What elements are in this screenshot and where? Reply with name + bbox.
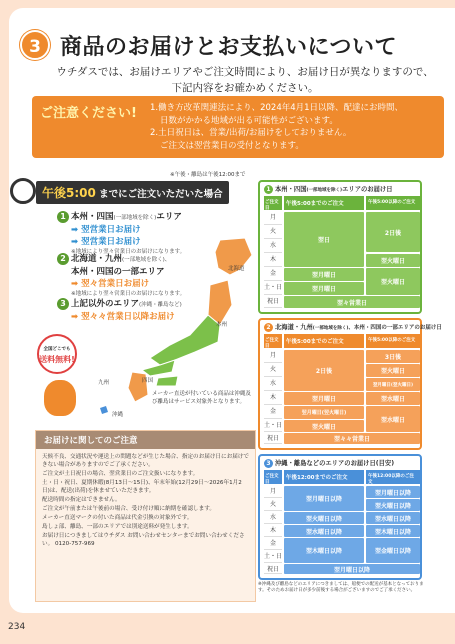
table-3-cell: 翌火曜日以降: [366, 499, 420, 511]
table-2-grid: [264, 334, 416, 444]
delivery-table-3: [258, 454, 422, 580]
table-1-day: 月: [264, 212, 282, 225]
table-3-day: 金: [264, 538, 282, 550]
map-honshu: [150, 315, 220, 365]
arrow-right-icon: ➡: [71, 312, 82, 322]
table-2-head-time: 午後5:00までのご注文: [284, 334, 364, 348]
time-header: [10, 178, 250, 204]
table-2-title-2: 、本州・四国の一部エリアのお届け日: [348, 325, 442, 331]
table-3-cell: 翌水曜日以降: [284, 525, 364, 537]
table-3-day: 月: [264, 486, 282, 498]
table-2-day: 月: [264, 350, 282, 363]
table-2-cell: 翌月曜日(翌火曜日): [284, 406, 364, 419]
table-2-cell: 翌水曜日: [366, 406, 420, 432]
table-3-cell: 翌月曜日以降: [284, 486, 364, 511]
label-honshu: 本州: [216, 322, 228, 328]
time-note: ※午後・離島は午後12:00まで: [170, 172, 246, 178]
direct-ship-note: メーカー直送が付いている商品は沖縄及び離島はサービス対象外となります。: [152, 391, 251, 405]
free-shipping-text: 送料無料!: [39, 355, 75, 364]
free-shipping-small: 全国どこでも: [43, 347, 71, 352]
mascot-illustration: [44, 380, 76, 416]
caution-item: 土・日・祝日、夏期休暇(8月13日〜15日)、年末年始(12月29日〜2026年1月2日)は、配送(出荷)を休ませていただきます。: [42, 480, 242, 494]
table-3-head-order: ご注文日: [264, 470, 282, 484]
table-2-cell: 翌火曜日: [366, 364, 420, 377]
notice-line-2: 日数がかかる地域が出る可能性がございます。: [160, 115, 338, 126]
free-shipping-badge: [37, 334, 77, 374]
arrow-right-icon: ➡: [71, 279, 82, 289]
table-1-num: 1: [264, 185, 273, 194]
table-1-cell: 翌火曜日: [366, 268, 420, 295]
area-3-num: 3: [57, 298, 69, 310]
table-1-head-after: 午後5:00以降のご注文: [366, 196, 420, 210]
table-2-day: 木: [264, 392, 282, 405]
table-1-head-time: 午後5:00までのご注文: [284, 196, 364, 210]
table-2-cell: 2日後: [284, 350, 364, 391]
clock-icon: [10, 178, 36, 204]
table-3-day: 水: [264, 512, 282, 524]
caution-item: 島しょ部、離島、一部のエリアでは別途送料が発生します。: [42, 524, 193, 530]
table-1-cell: 翌月曜日: [284, 282, 364, 295]
table-2-cell: 翌水曜日: [366, 392, 420, 405]
area-1-name: 本州・四国: [71, 212, 114, 222]
table-1-title-main: 本州・四国: [275, 186, 307, 193]
subtitle-line-1: ウチダスでは、お届けエリアやご注文時間により、お届け日が異なりますので、: [56, 66, 434, 78]
table-2-day: 土・日: [264, 420, 282, 432]
page-number: 234: [8, 622, 26, 632]
map-okinawa: [100, 406, 108, 414]
table-3-day: 祝日: [264, 564, 282, 574]
table-2-title-small: (一部地域を除く): [312, 326, 349, 331]
table-3-cell: 翌月曜日以降: [366, 486, 420, 498]
table-3-grid: [264, 470, 416, 574]
table-2-cell: 翌月曜日: [284, 392, 364, 405]
table-1-day: 木: [264, 254, 282, 267]
table-2-head-after: 午後5:00以降のご注文: [366, 334, 420, 348]
table-1-day: 水: [264, 240, 282, 253]
table-3-title-main: 沖縄・離島などのエリアのお届け日: [275, 460, 376, 467]
delivery-table-1: [258, 180, 422, 314]
table-2-cell: 3日後: [366, 350, 420, 363]
label-shikoku: 四国: [142, 378, 154, 384]
notice-box: [32, 96, 444, 158]
table-2-title-main: 北海道・九州: [275, 324, 313, 331]
table-1-head-order: ご注文日: [264, 196, 282, 210]
caution-list: [36, 449, 255, 553]
table-2-cell: 翌火曜日: [284, 420, 364, 432]
table-1-cell: 翌火曜日: [366, 254, 420, 267]
table-3-cell: 翌火曜日以降: [284, 512, 364, 524]
table-note: ※沖縄及び離島などのエリアにつきましては、船便での配送が基本となっております。そのためお届け日が多少前後する場合がございますのでご了承ください。: [258, 582, 424, 593]
page-subtitle: [50, 64, 440, 96]
table-2-head-order: ご注文日: [264, 334, 282, 348]
subtitle-line-2: 下記内容をお確かめください。: [171, 82, 319, 94]
caution-item: メーカー直送マークの付いた商品は代金引換の対象外です。: [42, 515, 193, 521]
arrow-right-icon: ➡: [71, 237, 82, 247]
area-1-note: ※地域により翌々営業日のお届けになります。: [71, 249, 186, 255]
table-1-cell: 翌月曜日: [284, 268, 364, 281]
table-2-day: 金: [264, 406, 282, 419]
area-2-num: 2: [57, 253, 69, 265]
section-number-badge: 3: [20, 30, 50, 60]
table-3-title: [260, 456, 420, 470]
table-1-day: 祝日: [264, 296, 282, 308]
table-1-title-small: (一部地域を除く): [306, 188, 343, 193]
caution-title: お届けに関してのご注意: [36, 431, 255, 449]
time-header-text: [36, 181, 229, 204]
table-1-cell: 翌々営業日: [284, 296, 420, 308]
caution-item: ご注文が土日祝日の場合、翌営業日のご注文扱いになります。: [42, 471, 199, 477]
table-1-day: 金: [264, 268, 282, 281]
table-1-cell: 翌日: [284, 212, 364, 267]
area-2-name: 北海道・九州: [71, 254, 123, 264]
notice-lines: [150, 102, 440, 152]
table-2-title: [260, 320, 442, 334]
table-2-day: 水: [264, 378, 282, 391]
table-3-head-after: 午後12:00以降のご注文: [366, 470, 420, 484]
table-1-grid: [264, 196, 416, 308]
table-2-day: 火: [264, 364, 282, 377]
label-okinawa: 沖縄: [112, 412, 124, 418]
caution-item: 天候不良、交通状況や運送上の問題などが生じた場合、指定のお届け日にお届けできない場合がありますのでご了承ください。: [42, 454, 249, 468]
page-title: 商品のお届けとお支払いについて: [60, 35, 398, 60]
table-3-day: 木: [264, 525, 282, 537]
table-1-day: 火: [264, 226, 282, 239]
table-2-num: 2: [264, 323, 273, 332]
arrow-right-icon: ➡: [71, 225, 82, 235]
table-1-day: 土・日: [264, 282, 282, 295]
table-3-day: 土・日: [264, 551, 282, 563]
table-2-cell: 翌月曜日(翌火曜日): [366, 378, 420, 391]
area-2-small: (一部地域を除く)、: [122, 257, 171, 263]
area-1-num: 1: [57, 211, 69, 223]
label-kyushu: 九州: [98, 380, 110, 386]
table-2-cell: 翌々々営業日: [284, 433, 420, 444]
table-3-title-2: (目安): [375, 460, 395, 467]
notice-title: ご注意ください!: [40, 106, 137, 121]
map-shikoku: [156, 376, 178, 386]
area-3-name: 上記以外のエリア: [71, 299, 140, 309]
table-3-cell: 翌木曜日以降: [366, 525, 420, 537]
table-3-cell: 翌木曜日以降: [284, 538, 364, 563]
table-3-cell: 翌月曜日以降: [284, 564, 420, 574]
area-1-small: (一部地域を除く): [113, 215, 157, 221]
table-1-cell: 2日後: [366, 212, 420, 252]
caution-box: [35, 430, 256, 602]
area-1-name2: エリア: [156, 212, 182, 222]
area-1-go2: 翌営業日お届け: [81, 237, 141, 247]
table-1-title-2: エリアのお届け日: [342, 186, 393, 193]
table-1-title: [260, 182, 420, 196]
notice-line-1: 1.働き方改革関連法により、2024年4月1日以降、配達にお時間、: [150, 103, 404, 113]
table-3-head-time: 午後12:00までのご注文: [284, 470, 364, 484]
caution-item: ご注文が午前または午後前の場合、受け付け順に納期を確認します。: [42, 506, 215, 512]
time-header-time: 午後5:00: [42, 186, 96, 200]
table-2-day: 祝日: [264, 433, 282, 444]
area-3-small: (沖縄・離島など): [139, 302, 182, 308]
area-2-name2: 本州・四国の一部エリア: [71, 267, 165, 277]
table-3-day: 火: [264, 499, 282, 511]
caution-item: お届け日につきましてはウチダス お問い合わせセンターまでお問い合わせください。 0120-757-969: [42, 533, 245, 547]
time-header-rest: までにご注文いただいた場合: [99, 189, 223, 200]
delivery-table-2: [258, 318, 442, 450]
area-2-note: ※地域により翌々営業日のお届けになります。: [71, 291, 186, 297]
notice-line-4: ご注文は翌営業日の受付となります。: [160, 140, 304, 151]
table-3-cell: 翌水曜日以降: [366, 512, 420, 524]
label-hokkaido: 北海道: [228, 266, 245, 272]
table-3-num: 3: [264, 459, 273, 468]
area-3-go1: 翌々々営業日以降お届け: [81, 312, 175, 322]
caution-item: 配送時間の指定はできません。: [42, 497, 121, 503]
notice-line-3: 2.土日祝日は、営業/出荷/お届けをしておりません。: [150, 128, 352, 138]
area-1-go1: 翌営業日お届け: [81, 225, 141, 235]
area-2-go1: 翌々営業日お届け: [81, 279, 150, 289]
table-3-cell: 翌金曜日以降: [366, 538, 420, 563]
